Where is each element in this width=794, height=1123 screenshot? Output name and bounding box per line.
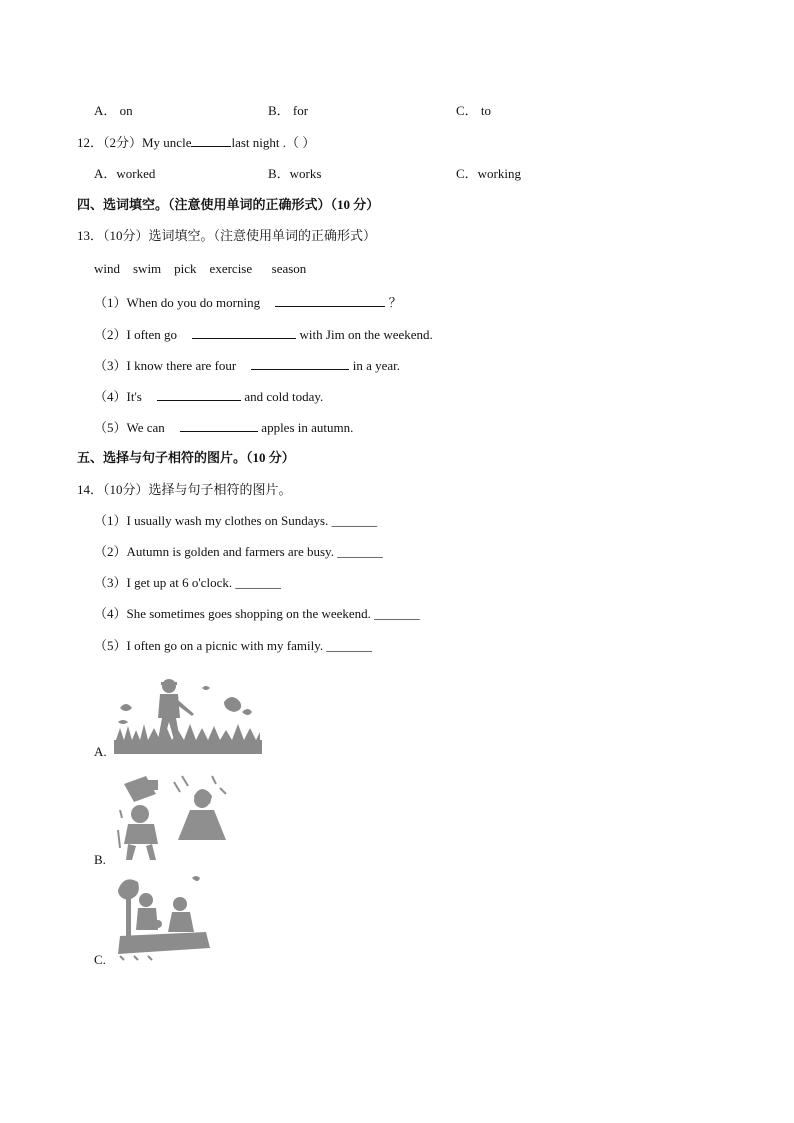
q14-item-1: （1）I usually wash my clothes on Sundays. _______ xyxy=(94,513,378,528)
picture-a-label: A. xyxy=(94,744,107,759)
picnic-blanket xyxy=(118,932,210,954)
picture-c-label: C. xyxy=(94,952,106,967)
q13-item-2-blank xyxy=(192,326,296,339)
q12-option-a: A．worked xyxy=(94,166,156,181)
q11-option-c: C． to xyxy=(456,103,492,118)
farmer-body xyxy=(158,694,180,718)
q13-item-3-blank xyxy=(251,357,349,370)
section4-heading: 四、选词填空。（注意使用单词的正确形式）（10 分） xyxy=(77,197,380,212)
q13-item-3-after: in a year. xyxy=(352,358,401,373)
q13-item-2-label: （2）I often go xyxy=(94,327,178,342)
picture-c-picnic xyxy=(114,874,214,962)
q13-item-4-label: （4）It's xyxy=(94,389,142,404)
q12-option-b: B．works xyxy=(268,166,322,181)
q14-item-4: （4）She sometimes goes shopping on the weekend. _______ xyxy=(94,606,420,621)
q13-item-3 xyxy=(94,357,400,374)
q13-item-5-label: （5）We can xyxy=(94,420,165,435)
q14-item-3: （3）I get up at 6 o'clock. _______ xyxy=(94,575,281,590)
q12-option-c: C．working xyxy=(456,166,522,181)
picture-b-label: B. xyxy=(94,852,106,867)
q13-stem: 13．（10分）选词填空。（注意使用单词的正确形式） xyxy=(77,228,377,243)
picture-b-shopping xyxy=(116,770,232,862)
picture-a-farmer-field xyxy=(114,678,262,756)
person-left-head xyxy=(139,893,153,907)
tree-trunk xyxy=(126,898,131,940)
section5-heading: 五、选择与句子相符的图片。（10 分） xyxy=(77,450,295,465)
q11-option-a: A． on xyxy=(94,103,133,118)
q13-item-4-after: and cold today. xyxy=(244,389,324,404)
q13-item-4 xyxy=(94,388,323,405)
q13-item-5 xyxy=(94,419,353,436)
q14-stem: 14．（10分）选择与句子相符的图片。 xyxy=(77,482,292,497)
woman-dress xyxy=(178,810,226,840)
q13-item-1-label: （1）When do you do morning xyxy=(94,295,261,310)
q13-word-bank: wind swim pick exercise season xyxy=(94,261,307,276)
q13-item-5-blank xyxy=(180,419,258,432)
q12-stem xyxy=(77,134,315,151)
q12-blank xyxy=(191,134,231,147)
grass-strip xyxy=(114,740,262,754)
q12-stem-prefix: 12．（2分）My uncle xyxy=(77,135,192,150)
farmer-head xyxy=(162,679,176,693)
shopper-head xyxy=(131,805,149,823)
q14-item-2: （2）Autumn is golden and farmers are busy. _______ xyxy=(94,544,383,559)
q13-item-1 xyxy=(94,294,402,311)
q13-item-1-blank xyxy=(275,294,385,307)
q13-item-2 xyxy=(94,326,433,343)
person-right-head xyxy=(173,897,187,911)
tree-crown xyxy=(118,879,139,900)
q14-item-5: （5）I often go on a picnic with my family. _______ xyxy=(94,638,372,653)
q13-item-5-after: apples in autumn. xyxy=(261,420,354,435)
q12-stem-suffix: last night .（ ） xyxy=(231,135,316,150)
q13-item-3-label: （3）I know there are four xyxy=(94,358,237,373)
q13-item-4-blank xyxy=(157,388,241,401)
q11-option-b: B． for xyxy=(268,103,309,118)
q13-item-2-after: with Jim on the weekend. xyxy=(299,327,433,342)
q13-item-1-after: ？ xyxy=(388,295,402,310)
